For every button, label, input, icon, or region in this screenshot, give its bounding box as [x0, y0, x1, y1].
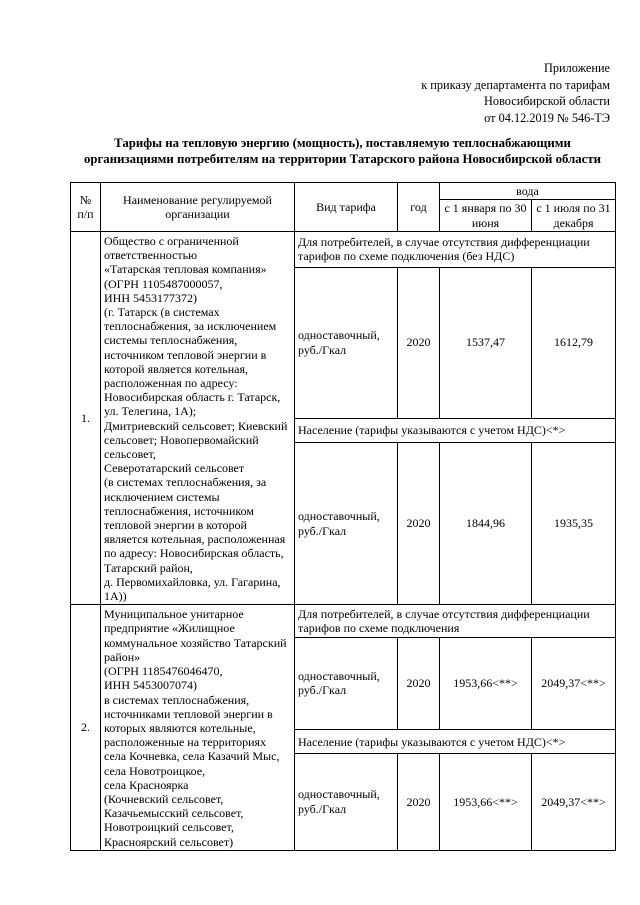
org-line: район» — [104, 649, 141, 664]
header-period-group: вода — [440, 183, 616, 200]
org-line: расположенные на территориях — [104, 735, 267, 750]
org-line: «Татарская тепловая компания» — [104, 262, 267, 277]
header-period-1: с 1 января по 30 июня — [440, 200, 532, 232]
org-line: Новосибирская область г. Татарск, — [104, 390, 281, 405]
organization-cell — [101, 605, 295, 850]
org-line: села Красноярка — [104, 777, 189, 792]
header-org: Наименование регулируемой организации — [101, 183, 295, 232]
table-row — [71, 605, 616, 637]
org-line: ответственностью — [104, 248, 198, 263]
title-line-1: Тарифы на тепловую энергию (мощность), поставляемую теплоснабжающими — [114, 136, 571, 150]
org-line: Казачьемысский сельсовет, — [104, 806, 244, 821]
org-line: (в системах теплоснабжения, за — [104, 475, 267, 490]
org-line: 1А)) — [104, 589, 127, 604]
org-line: которой является котельная, — [104, 361, 249, 376]
header-tariff-type: Вид тарифа — [295, 183, 398, 232]
org-line: Северотатарский сельсовет — [104, 461, 245, 476]
title-line-2: организациями потребителям на территории Татарского района Новосибирской области — [83, 152, 601, 166]
org-line: по адресу: Новосибирская область, — [104, 546, 284, 561]
org-line: теплоснабжения, за исключением — [104, 319, 277, 334]
tariff-type: одноставочный, руб./Гкал — [295, 637, 398, 730]
org-line: системы теплоснабжения, — [104, 333, 238, 348]
appendix-line: Приложение — [544, 61, 610, 75]
org-line: (ОГРН 1185476046470, — [104, 664, 223, 679]
org-line: села Кочневка, села Казачий Мыс, — [104, 749, 280, 764]
tariff-value-period-1: 1844,96 — [440, 442, 532, 604]
org-line: д. Первомихайловка, ул. Гагарина, — [104, 574, 281, 589]
consumer-section-label: Для потребителей, в случае отсутствия дифференциации тарифов по схеме подключения — [295, 605, 616, 637]
population-section-label: Население (тарифы указываются с учетом НДС)<*> — [295, 418, 616, 442]
header-num: № п/п — [71, 183, 101, 232]
org-line: (г. Татарск (в системах — [104, 305, 220, 320]
document-title — [70, 135, 615, 167]
org-line: коммунальное хозяйство Татарский — [104, 635, 287, 650]
org-line: Общество с ограниченной — [104, 234, 239, 248]
org-line: Красноярский сельсовет) — [104, 834, 234, 849]
org-line: Новотроицкий сельсовет, — [104, 820, 234, 835]
org-line: ул. Телегина, 1А); — [104, 404, 197, 419]
appendix-block — [421, 60, 610, 126]
appendix-line: к приказу департамента по тарифам — [421, 77, 610, 92]
tariff-value-period-1: 1537,47 — [440, 267, 532, 418]
org-line: (Кочневский сельсовет, — [104, 791, 224, 806]
header-row — [71, 183, 616, 200]
tariff-type: одноставочный, руб./Гкал — [295, 267, 398, 418]
org-line: Татарский район, — [104, 560, 193, 575]
tariff-type: одноставочный, руб./Гкал — [295, 753, 398, 850]
tariff-year: 2020 — [398, 637, 440, 730]
tariff-value-period-1: 1953,66<**> — [440, 637, 532, 730]
org-line: тепловой энергии в которой — [104, 518, 247, 533]
row-number: 2. — [71, 605, 101, 850]
tariff-year: 2020 — [398, 442, 440, 604]
org-line: села Новотроицкое, — [104, 763, 206, 778]
org-line: расположенная по адресу: — [104, 376, 238, 391]
org-line: ИНН 5453177372) — [104, 290, 197, 305]
org-line: теплоснабжения, источником — [104, 503, 254, 518]
tariff-value-period-2: 2049,37<**> — [532, 753, 616, 850]
tariff-value-period-2: 2049,37<**> — [532, 637, 616, 730]
population-section-label: Население (тарифы указываются с учетом НДС)<*> — [295, 730, 616, 754]
appendix-line: Новосибирской области — [484, 94, 610, 108]
org-line: является котельная, расположенная — [104, 532, 286, 547]
appendix-line: от 04.12.2019 № 546-ТЭ — [484, 110, 610, 125]
header-year: год — [398, 183, 440, 232]
org-line: которых являются котельные, — [104, 720, 256, 735]
org-line: Муниципальное унитарное — [104, 607, 244, 622]
org-line: (ОГРН 1105487000057, — [104, 276, 223, 291]
table-row — [71, 232, 616, 268]
org-line: ИНН 5453007074) — [104, 678, 197, 693]
tariff-value-period-2: 1935,35 — [532, 442, 616, 604]
org-line: Дмитриевский сельсовет; Киевский — [104, 418, 288, 433]
org-line: источниками тепловой энергии в — [104, 706, 273, 721]
organization-cell — [101, 232, 295, 605]
org-line: исключением системы — [104, 489, 220, 504]
header-period-2: с 1 июля по 31 декабря — [532, 200, 616, 232]
tariff-value-period-2: 1612,79 — [532, 267, 616, 418]
org-line: сельсовет, — [104, 447, 156, 462]
row-number: 1. — [71, 232, 101, 605]
org-line: в системах теплоснабжения, — [104, 692, 250, 707]
tariff-value-period-1: 1953,66<**> — [440, 753, 532, 850]
tariff-year: 2020 — [398, 753, 440, 850]
tariffs-table — [70, 182, 616, 851]
org-line: сельсовет; Новопервомайский — [104, 432, 259, 447]
org-line: предприятие «Жилищное — [104, 621, 235, 636]
consumer-section-label: Для потребителей, в случае отсутствия дифференциации тарифов по схеме подключения (без НДС) — [295, 232, 616, 268]
org-line: источником тепловой энергии в — [104, 347, 267, 362]
tariff-type: одноставочный, руб./Гкал — [295, 442, 398, 604]
tariff-year: 2020 — [398, 267, 440, 418]
